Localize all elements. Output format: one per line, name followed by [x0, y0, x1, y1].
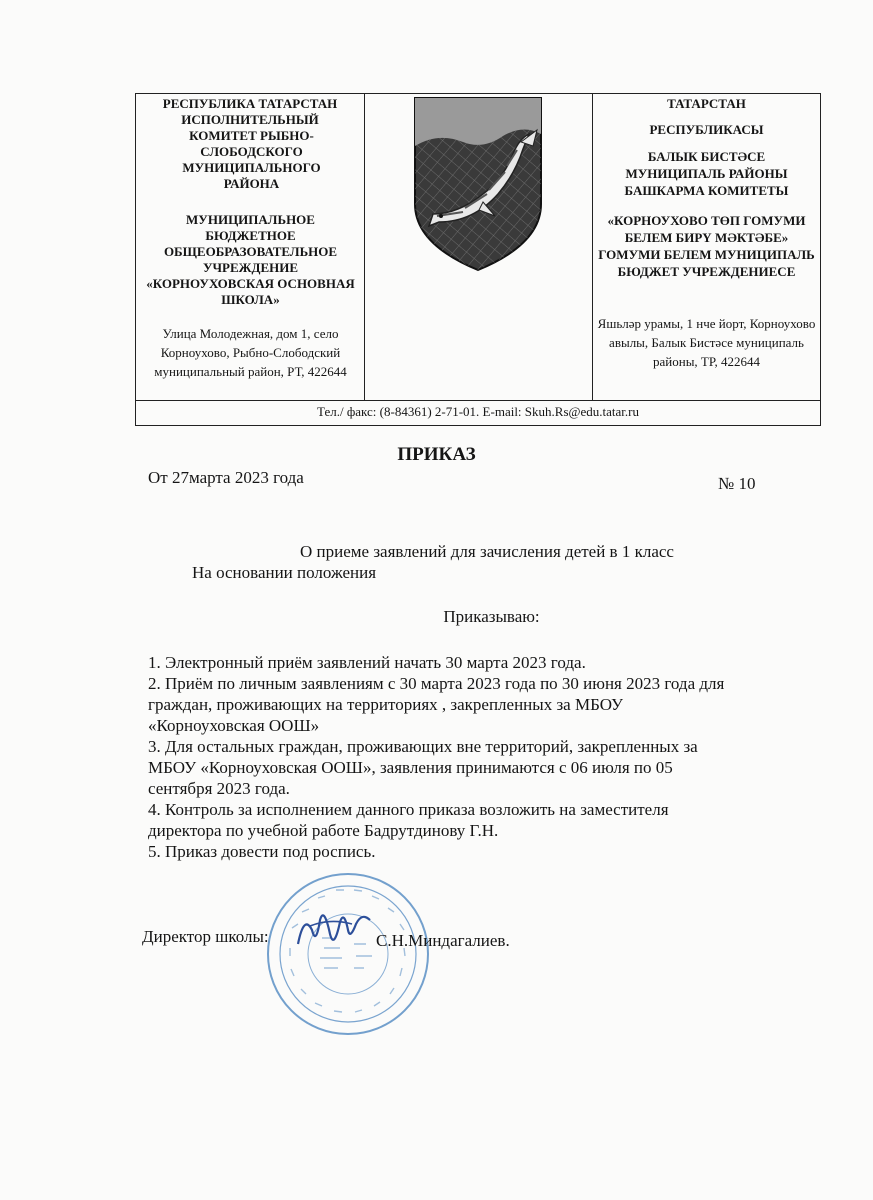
school-name: МУНИЦИПАЛЬНОЕ БЮДЖЕТНОЕ ОБЩЕОБРАЗОВАТЕЛЬНОЕ УЧРЕЖДЕНИЕ «КОРНОУХОВСКАЯ ОСНОВНАЯ ШКОЛА»	[146, 212, 355, 307]
republic-name-tatar-1: ТАТАРСТАН	[667, 96, 746, 111]
contacts-line: Тел./ факс: (8-84361) 2-71-01. E-mail: Skuh.Rs@edu.tatar.ru	[136, 400, 820, 425]
signatory-name: С.Н.Миндагалиев.	[376, 931, 510, 950]
order-items	[148, 652, 838, 862]
document-basis: На основании положения	[192, 563, 377, 582]
school-address: Улица Молодежная, дом 1, село Корноухово, Рыбно-Слободский муниципальный район, РТ, 422644	[154, 326, 347, 379]
signatory-label: Директор школы:	[142, 927, 269, 946]
republic-name: РЕСПУБЛИКА ТАТАРСТАН	[162, 96, 338, 111]
school-address-tatar: Яшьләр урамы, 1 нче йорт, Корноухово авылы, Балык Бистәсе муниципаль районы, ТР, 422644	[597, 316, 816, 369]
order-word: Приказываю:	[443, 607, 540, 626]
order-item: 3. Для остальных граждан, проживающих вне территорий, закрепленных за МБОУ «Корноуховская ООШ», заявления принимаются с 06 июля по 05 сентября 2023 года.	[148, 737, 698, 798]
order-item: 4. Контроль за исполнением данного приказа возложить на заместителя директора по учебной работе Бадрутдинову Г.Н.	[148, 800, 669, 840]
executive-label: ИСПОЛНИТЕЛЬНЫЙ	[181, 112, 319, 127]
document-date: От 27марта 2023 года	[148, 468, 304, 487]
letterhead-emblem-cell	[365, 94, 593, 400]
committee-name-tatar: БАЛЫК БИСТӘСЕ МУНИЦИПАЛЬ РАЙОНЫ БАШКАРМА КОМИТЕТЫ	[624, 149, 789, 198]
letterhead-right-tatar	[593, 94, 820, 400]
republic-name-tatar-2: РЕСПУБЛИКАСЫ	[649, 122, 764, 137]
director-signature	[290, 900, 380, 960]
coat-of-arms-sturgeon-icon	[403, 94, 553, 274]
order-item: 2. Приём по личным заявлениям с 30 марта 2023 года по 30 июня 2023 года для граждан, проживающих на территориях , закрепленных за МБОУ «Корноуховская ООШ»	[148, 674, 725, 735]
document-title: ПРИКАЗ	[397, 444, 476, 465]
letterhead-left-russian	[136, 94, 365, 400]
document-number: № 10	[718, 474, 756, 493]
committee-name: КОМИТЕТ РЫБНО-СЛОБОДСКОГО МУНИЦИПАЛЬНОГО РАЙОНА	[182, 128, 321, 191]
letterhead	[135, 93, 821, 426]
document-subject: О приеме заявлений для зачисления детей в 1 класс	[300, 542, 674, 561]
order-item: 1. Электронный приём заявлений начать 30 марта 2023 года.	[148, 653, 586, 672]
order-item: 5. Приказ довести под роспись.	[148, 842, 376, 861]
school-name-tatar: «КОРНОУХОВО ТӨП ГОМУМИ БЕЛЕМ БИРҮ МӘКТӘБЕ» ГОМУМИ БЕЛЕМ МУНИЦИПАЛЬ БЮДЖЕТ УЧРЕЖДЕНИЕСЕ	[598, 213, 815, 279]
